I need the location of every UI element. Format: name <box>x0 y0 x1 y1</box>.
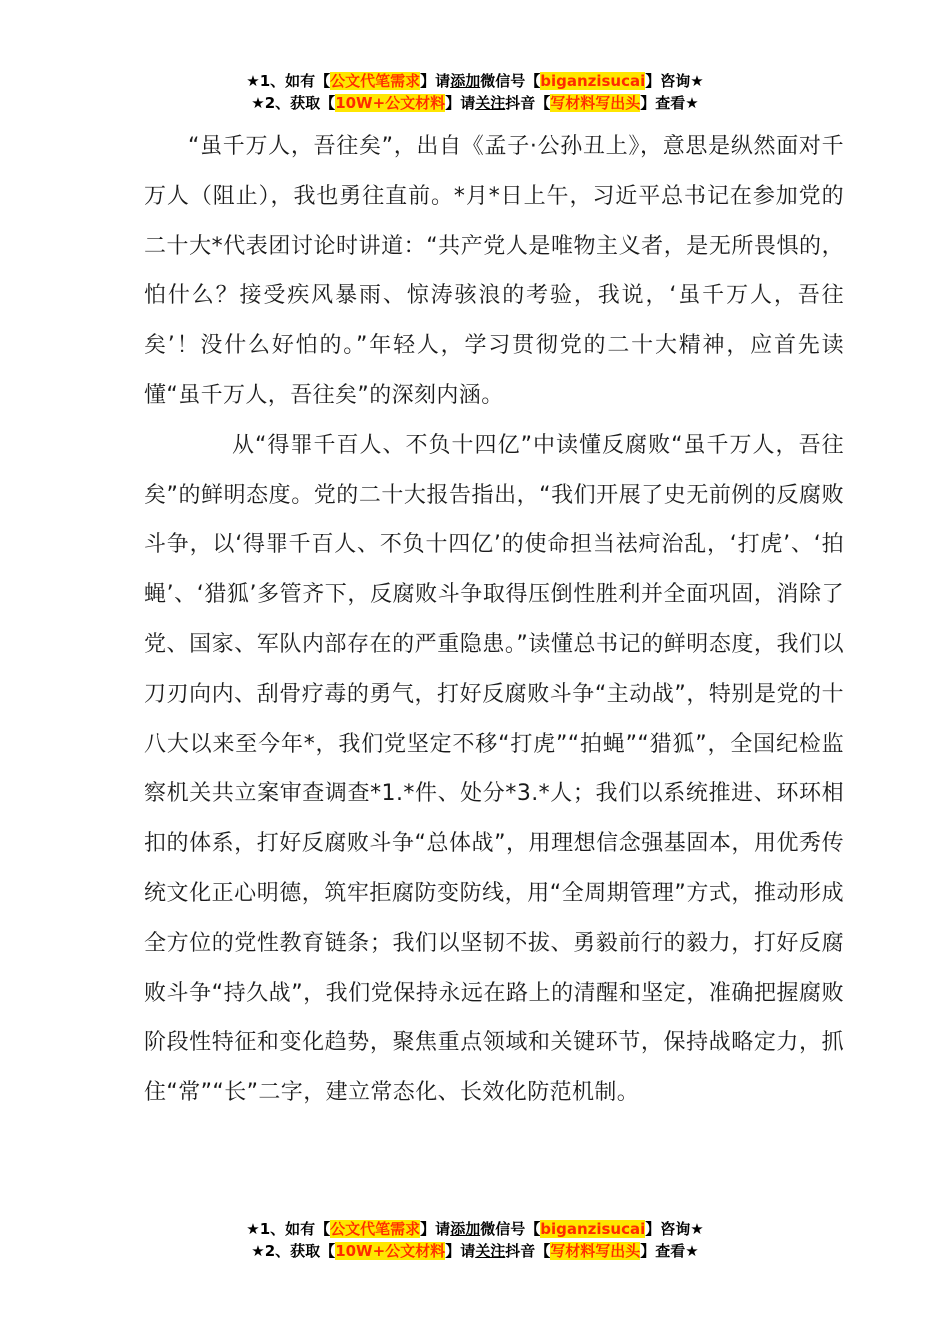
highlight-wechat-id: biganzisucai <box>540 72 646 90</box>
highlight-wechat-id: biganzisucai <box>540 1220 646 1238</box>
banner-line-1: ★1、如有【公文代笔需求】请添加微信号【biganzisucai】咨询★ <box>246 72 704 90</box>
paragraph-2: 从“得罪千百人、不负十四亿”中读懂反腐败“虽千万人，吾往矣”的鲜明态度。党的二十大报告指出，“我们开展了史无前例的反腐败斗争，以‘得罪千百人、不负十四亿’的使命担当祛疴治乱，‘打虎’、‘拍蝇’、‘猎狐’多管齐下，反腐败斗争取得压倒性胜利并全面巩固，消除了党、国家、军队内部存在的严重隐患。”读懂总书记的鲜明态度，我们以刀刃向内、刮骨疗毒的勇气，打好反腐败斗争“主动战”，特别是党的十八大以来至今年*，我们党坚定不移“打虎”“拍蝇”“猎狐”，全国纪检监察机关共立案审查调查*1.*件、处分*3.*人；我们以系统推进、环环相扣的体系，打好反腐败斗争“总体战”，用理想信念强基固本，用优秀传统文化正心明德，筑牢拒腐防变防线，用“全周期管理”方式，推动形成全方位的党性教育链条；我们以坚韧不拔、勇毅前行的毅力，打好反腐败斗争“持久战”，我们党保持永远在路上的清醒和坚定，准确把握腐败阶段性特征和变化趋势，聚焦重点领域和关键环节，保持战略定力，抓住“常”“长”二字，建立常态化、长效化防范机制。 <box>144 432 844 1106</box>
banner-line-2: ★2、获取【10W+公文材料】请关注抖音【写材料写出头】查看★ <box>251 1242 699 1260</box>
highlight-douyin-account: 写材料写出头 <box>550 1242 641 1260</box>
paragraph-1: “虽千万人，吾往矣”，出自《孟子·公孙丑上》，意思是纵然面对千万人（阻止），我也勇往直前。*月*日上午，习近平总书记在参加党的二十大*代表团讨论时讲道：“共产党人是唯物主义者，是无所畏惧的，怕什么？接受疾风暴雨、惊涛骇浪的考验，我说，‘虽千万人，吾往矣’！没什么好怕的。”年轻人，学习贯彻党的二十大精神，应首先读懂“虽千万人，吾往矣”的深刻内涵。 <box>144 134 844 408</box>
highlight-materials: 10W+公文材料 <box>335 1242 446 1260</box>
highlight-service: 公文代笔需求 <box>330 1220 421 1238</box>
banner-line-2: ★2、获取【10W+公文材料】请关注抖音【写材料写出头】查看★ <box>251 94 699 112</box>
header-banner <box>0 70 950 114</box>
document-body <box>144 122 844 1118</box>
highlight-materials: 10W+公文材料 <box>335 94 446 112</box>
banner-line-1: ★1、如有【公文代笔需求】请添加微信号【biganzisucai】咨询★ <box>246 1220 704 1238</box>
footer-banner <box>0 1218 950 1262</box>
highlight-douyin-account: 写材料写出头 <box>550 94 641 112</box>
highlight-service: 公文代笔需求 <box>330 72 421 90</box>
